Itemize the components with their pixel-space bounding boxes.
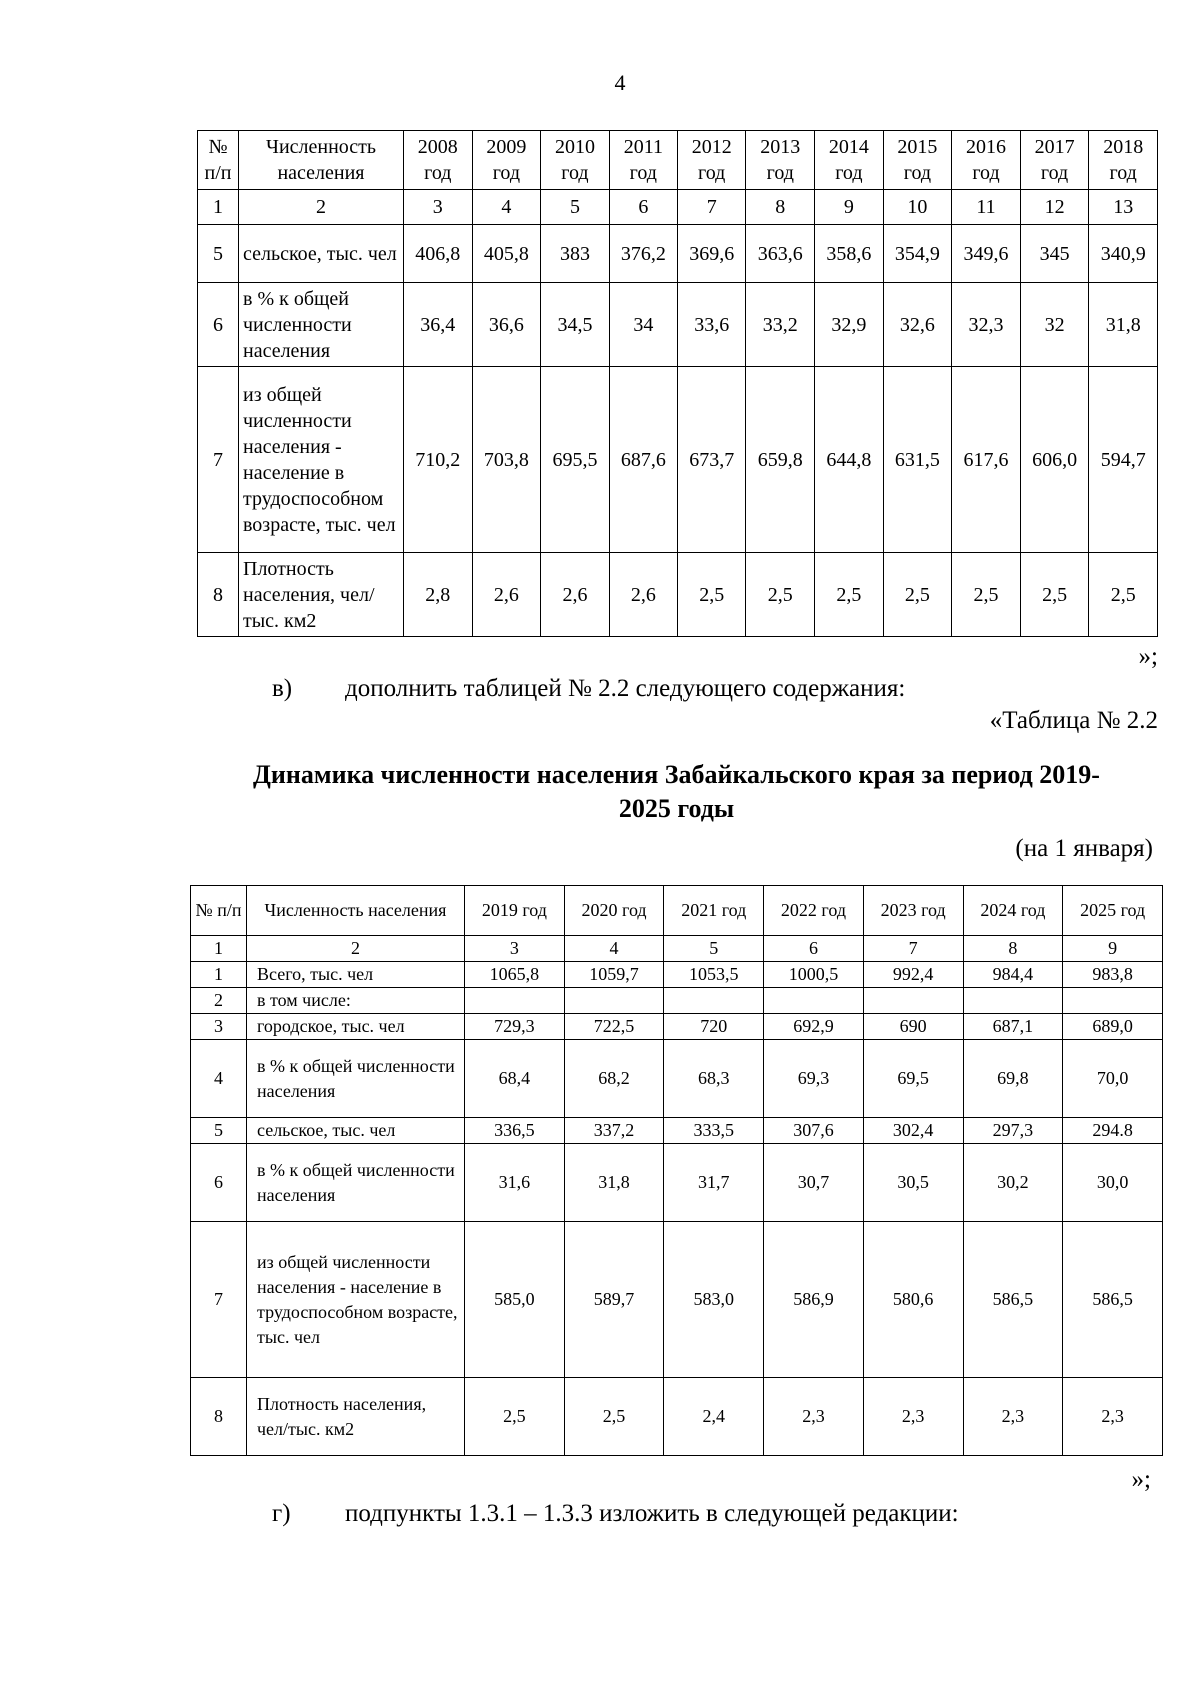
row-number: 5: [198, 225, 239, 283]
value-cell: 32,3: [952, 283, 1021, 367]
header-cell: 2023 год: [863, 886, 963, 936]
value-cell: 68,4: [465, 1040, 565, 1118]
value-cell: 31,7: [664, 1144, 764, 1222]
table-row: [191, 1144, 1163, 1222]
value-cell: 2,3: [764, 1378, 864, 1456]
table-row: [198, 225, 1158, 283]
row-number: 7: [198, 367, 239, 553]
value-cell: 687,1: [963, 1014, 1063, 1040]
value-cell: 69,3: [764, 1040, 864, 1118]
header-cell: 2025 год: [1063, 886, 1163, 936]
column-number: 5: [664, 936, 764, 962]
table-title: [190, 758, 1163, 826]
value-cell: 69,8: [963, 1040, 1063, 1118]
column-number: 1: [198, 190, 239, 225]
closing-quote: »;: [1138, 643, 1158, 670]
row-label: городское, тыс. чел: [247, 1014, 465, 1040]
row-label: в % к общей численности населения: [247, 1144, 465, 1222]
item-marker: в): [272, 675, 293, 702]
value-cell: 992,4: [863, 962, 963, 988]
closing-quote: »;: [1131, 1466, 1151, 1493]
row-number: 1: [191, 962, 247, 988]
value-cell: 70,0: [1063, 1040, 1163, 1118]
column-number: 2: [247, 936, 465, 962]
row-label: из общей численности населения - население в трудоспособном возрасте, тыс. чел: [247, 1222, 465, 1378]
table-title-line: Динамика численности населения Забайкальского края за период 2019-: [253, 760, 1100, 789]
table-caption: «Таблица № 2.2: [989, 707, 1158, 734]
value-cell: 369,6: [677, 225, 746, 283]
value-cell: 2,5: [465, 1378, 565, 1456]
value-cell: 589,7: [564, 1222, 664, 1378]
value-cell: 2,6: [541, 553, 610, 637]
header-cell: 2021 год: [664, 886, 764, 936]
value-cell: 617,6: [952, 367, 1021, 553]
value-cell: 68,3: [664, 1040, 764, 1118]
value-cell: 383: [541, 225, 610, 283]
value-cell: 2,5: [746, 553, 815, 637]
as-of-note: (на 1 января): [1015, 835, 1153, 862]
row-number: 8: [198, 553, 239, 637]
row-label: в том числе:: [247, 988, 465, 1014]
column-number: 5: [541, 190, 610, 225]
header-cell: 2017 год: [1020, 131, 1089, 190]
row-number: 3: [191, 1014, 247, 1040]
table-title-line: 2025 годы: [618, 794, 735, 823]
table-header-row: [191, 886, 1163, 936]
page-number: 4: [614, 70, 626, 95]
value-cell: 36,4: [404, 283, 473, 367]
value-cell: 30,0: [1063, 1144, 1163, 1222]
table-row: [198, 283, 1158, 367]
value-cell: 31,8: [1089, 283, 1158, 367]
row-number: 5: [191, 1118, 247, 1144]
value-cell: 689,0: [1063, 1014, 1163, 1040]
row-label: Всего, тыс. чел: [247, 962, 465, 988]
row-label: в % к общей численности населения: [239, 283, 404, 367]
column-number: 9: [815, 190, 884, 225]
value-cell: 2,5: [815, 553, 884, 637]
column-number: 1: [191, 936, 247, 962]
table-row: [191, 1222, 1163, 1378]
value-cell: 1059,7: [564, 962, 664, 988]
value-cell: [465, 988, 565, 1014]
value-cell: 31,8: [564, 1144, 664, 1222]
value-cell: 333,5: [664, 1118, 764, 1144]
value-cell: 2,5: [677, 553, 746, 637]
item-marker: г): [272, 1500, 291, 1527]
value-cell: 34,5: [541, 283, 610, 367]
value-cell: 294.8: [1063, 1118, 1163, 1144]
row-label: в % к общей численности населения: [247, 1040, 465, 1118]
column-number: 8: [746, 190, 815, 225]
value-cell: 644,8: [815, 367, 884, 553]
value-cell: 2,8: [404, 553, 473, 637]
value-cell: 32: [1020, 283, 1089, 367]
row-number: 6: [191, 1144, 247, 1222]
value-cell: 354,9: [883, 225, 952, 283]
header-cell: 2008 год: [404, 131, 473, 190]
value-cell: 2,6: [609, 553, 677, 637]
population-table-2008-2018: [197, 130, 1158, 637]
column-number: 10: [883, 190, 952, 225]
value-cell: 68,2: [564, 1040, 664, 1118]
value-cell: 358,6: [815, 225, 884, 283]
value-cell: 673,7: [677, 367, 746, 553]
value-cell: 405,8: [472, 225, 541, 283]
header-cell: 2012 год: [677, 131, 746, 190]
header-cell: 2014 год: [815, 131, 884, 190]
value-cell: 695,5: [541, 367, 610, 553]
value-cell: [863, 988, 963, 1014]
column-number-row: [191, 936, 1163, 962]
value-cell: 33,6: [677, 283, 746, 367]
row-label: из общей численности населения - население в трудоспособном возрасте, тыс. чел: [239, 367, 404, 553]
header-cell: 2015 год: [883, 131, 952, 190]
value-cell: 337,2: [564, 1118, 664, 1144]
value-cell: 983,8: [1063, 962, 1163, 988]
column-number: 3: [465, 936, 565, 962]
value-cell: 729,3: [465, 1014, 565, 1040]
row-label: Плотность населения, чел/тыс. км2: [239, 553, 404, 637]
value-cell: 720: [664, 1014, 764, 1040]
value-cell: 703,8: [472, 367, 541, 553]
column-number: 9: [1063, 936, 1163, 962]
header-cell: 2024 год: [963, 886, 1063, 936]
header-cell: 2022 год: [764, 886, 864, 936]
value-cell: 594,7: [1089, 367, 1158, 553]
column-number: 6: [609, 190, 677, 225]
value-cell: 2,6: [472, 553, 541, 637]
header-cell: 2020 год: [564, 886, 664, 936]
item-text: подпункты 1.3.1 – 1.3.3 изложить в следующей редакции:: [345, 1500, 959, 1527]
value-cell: 2,3: [963, 1378, 1063, 1456]
value-cell: 690: [863, 1014, 963, 1040]
value-cell: 36,6: [472, 283, 541, 367]
value-cell: 585,0: [465, 1222, 565, 1378]
value-cell: 2,5: [564, 1378, 664, 1456]
population-table-2019-2025: [190, 885, 1163, 1456]
value-cell: 376,2: [609, 225, 677, 283]
table-row: [198, 553, 1158, 637]
value-cell: 31,6: [465, 1144, 565, 1222]
value-cell: 34: [609, 283, 677, 367]
header-cell: Численность населения: [247, 886, 465, 936]
value-cell: 336,5: [465, 1118, 565, 1144]
value-cell: [963, 988, 1063, 1014]
value-cell: 984,4: [963, 962, 1063, 988]
value-cell: 710,2: [404, 367, 473, 553]
value-cell: 297,3: [963, 1118, 1063, 1144]
value-cell: 32,6: [883, 283, 952, 367]
header-cell: 2016 год: [952, 131, 1021, 190]
value-cell: 302,4: [863, 1118, 963, 1144]
header-cell: 2009 год: [472, 131, 541, 190]
table-row: [191, 1378, 1163, 1456]
value-cell: 2,5: [1020, 553, 1089, 637]
value-cell: 69,5: [863, 1040, 963, 1118]
column-number: 11: [952, 190, 1021, 225]
value-cell: 586,9: [764, 1222, 864, 1378]
value-cell: 2,5: [1089, 553, 1158, 637]
value-cell: 692,9: [764, 1014, 864, 1040]
value-cell: 2,3: [1063, 1378, 1163, 1456]
column-number: 4: [472, 190, 541, 225]
value-cell: 583,0: [664, 1222, 764, 1378]
value-cell: 2,5: [952, 553, 1021, 637]
column-number: 7: [863, 936, 963, 962]
value-cell: 307,6: [764, 1118, 864, 1144]
value-cell: 659,8: [746, 367, 815, 553]
value-cell: 1000,5: [764, 962, 864, 988]
value-cell: 30,7: [764, 1144, 864, 1222]
item-text: дополнить таблицей № 2.2 следующего содержания:: [345, 675, 906, 702]
table-row: [198, 367, 1158, 553]
value-cell: 2,4: [664, 1378, 764, 1456]
table-row: [191, 1118, 1163, 1144]
value-cell: 687,6: [609, 367, 677, 553]
row-number: 8: [191, 1378, 247, 1456]
value-cell: 631,5: [883, 367, 952, 553]
column-number: 13: [1089, 190, 1158, 225]
value-cell: 30,5: [863, 1144, 963, 1222]
row-label: сельское, тыс. чел: [247, 1118, 465, 1144]
value-cell: [1063, 988, 1163, 1014]
table-header-row: [198, 131, 1158, 190]
header-cell: № п/п: [191, 886, 247, 936]
value-cell: 722,5: [564, 1014, 664, 1040]
value-cell: 2,5: [883, 553, 952, 637]
table-row: [191, 1040, 1163, 1118]
column-number: 2: [239, 190, 404, 225]
value-cell: 30,2: [963, 1144, 1063, 1222]
row-number: 4: [191, 1040, 247, 1118]
column-number: 3: [404, 190, 473, 225]
value-cell: 33,2: [746, 283, 815, 367]
header-cell: 2019 год: [465, 886, 565, 936]
value-cell: 406,8: [404, 225, 473, 283]
header-cell: 2011 год: [609, 131, 677, 190]
value-cell: [764, 988, 864, 1014]
value-cell: 340,9: [1089, 225, 1158, 283]
value-cell: 32,9: [815, 283, 884, 367]
table-row: [191, 988, 1163, 1014]
value-cell: [564, 988, 664, 1014]
header-cell: 2018 год: [1089, 131, 1158, 190]
value-cell: 580,6: [863, 1222, 963, 1378]
row-label: сельское, тыс. чел: [239, 225, 404, 283]
column-number: 8: [963, 936, 1063, 962]
value-cell: 606,0: [1020, 367, 1089, 553]
header-cell: 2013 год: [746, 131, 815, 190]
value-cell: 1053,5: [664, 962, 764, 988]
row-number: 2: [191, 988, 247, 1014]
header-cell: Численность населения: [239, 131, 404, 190]
column-number-row: [198, 190, 1158, 225]
value-cell: 363,6: [746, 225, 815, 283]
column-number: 7: [677, 190, 746, 225]
table-row: [191, 962, 1163, 988]
row-number: 6: [198, 283, 239, 367]
row-number: 7: [191, 1222, 247, 1378]
header-cell: № п/п: [198, 131, 239, 190]
row-label: Плотность населения, чел/тыс. км2: [247, 1378, 465, 1456]
value-cell: 345: [1020, 225, 1089, 283]
value-cell: 2,3: [863, 1378, 963, 1456]
value-cell: 586,5: [1063, 1222, 1163, 1378]
value-cell: 349,6: [952, 225, 1021, 283]
column-number: 4: [564, 936, 664, 962]
column-number: 6: [764, 936, 864, 962]
value-cell: 1065,8: [465, 962, 565, 988]
header-cell: 2010 год: [541, 131, 610, 190]
value-cell: 586,5: [963, 1222, 1063, 1378]
value-cell: [664, 988, 764, 1014]
column-number: 12: [1020, 190, 1089, 225]
table-row: [191, 1014, 1163, 1040]
